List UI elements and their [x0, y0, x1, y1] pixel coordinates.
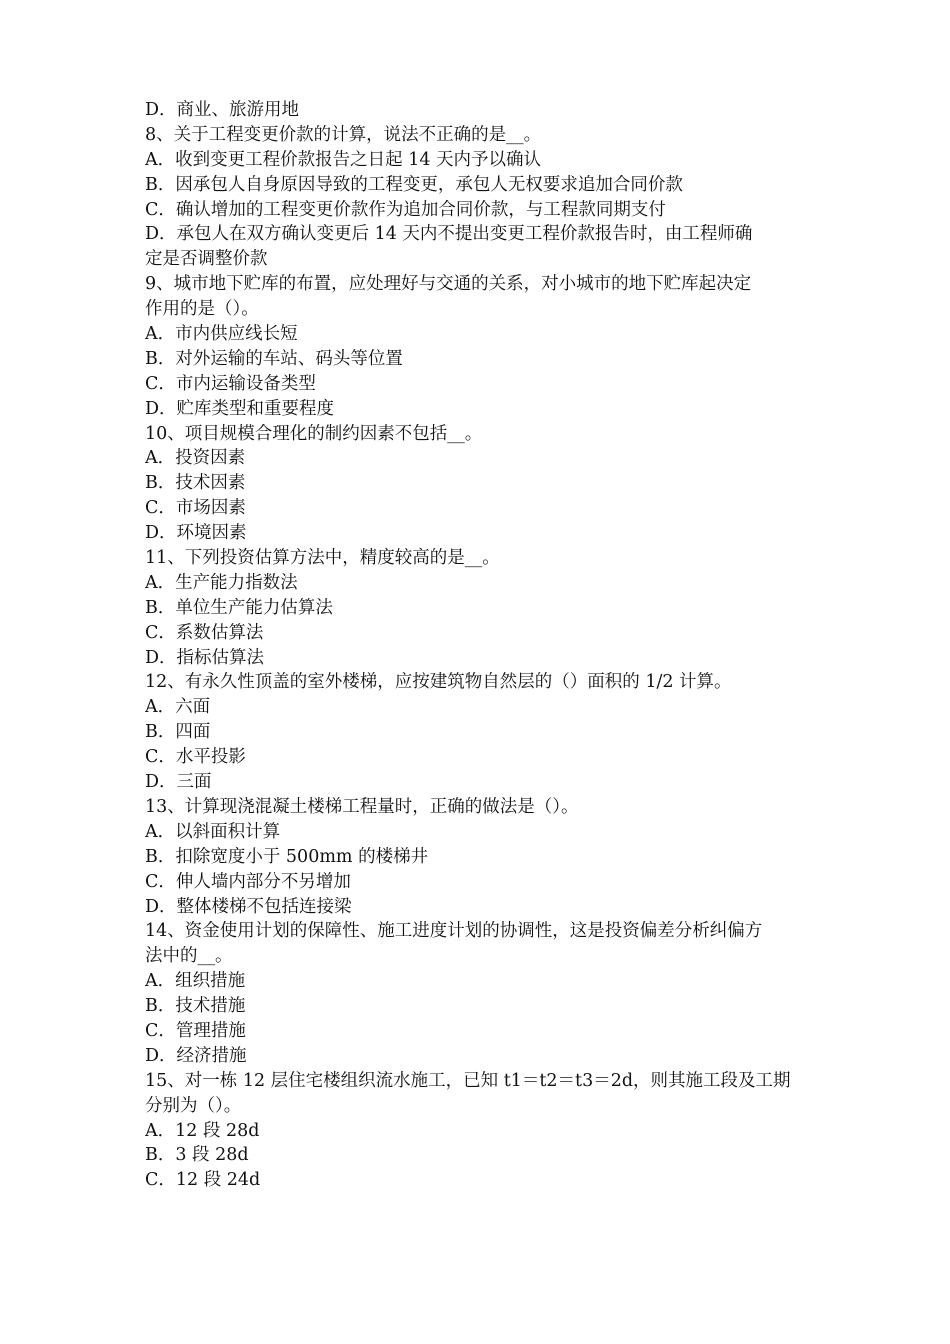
option-line: B．因承包人自身原因导致的工程变更，承包人无权要求追加合同价款: [145, 174, 683, 195]
option-line: C．确认增加的工程变更价款作为追加合同价款，与工程款同期支付: [145, 199, 666, 220]
option-line: A．收到变更工程价款报告之日起 14 天内予以确认: [145, 149, 542, 170]
option-line: A．市内供应线长短: [145, 324, 298, 345]
option-line: A．12 段 28d: [145, 1120, 260, 1141]
option-line: A．六面: [145, 697, 211, 718]
document-page: [145, 98, 815, 1193]
question-9: 9、城市地下贮库的布置，应处理好与交通的关系，对小城市的地下贮库起决定: [145, 274, 752, 295]
option-line: B．3 段 28d: [145, 1145, 249, 1166]
option-line: A．组织措施: [145, 971, 246, 992]
option-line: D．整体楼梯不包括连接梁: [145, 896, 352, 917]
option-line: C．管理措施: [145, 1020, 246, 1041]
option-line: C．伸人墙内部分不另增加: [145, 871, 351, 892]
option-line: A．投资因素: [145, 448, 246, 469]
text-line: D．商业、旅游用地: [145, 100, 300, 120]
option-line: C．市场因素: [145, 498, 246, 519]
option-line: B．技术因素: [145, 473, 246, 494]
option-line: C．市内运输设备类型: [145, 373, 316, 394]
option-line: B．扣除宽度小于 500mm 的楼梯井: [145, 846, 429, 867]
option-line: C．12 段 24d: [145, 1170, 261, 1191]
option-line: B．技术措施: [145, 996, 246, 1017]
question-15-continued: 分别为（）。: [145, 1095, 242, 1116]
option-line: D．环境因素: [145, 523, 247, 544]
question-15: 15、对一栋 12 层住宅楼组织流水施工，已知 t1＝t2＝t3＝2d，则其施工段及工期: [145, 1070, 791, 1091]
option-line: B．对外运输的车站、码头等位置: [145, 348, 403, 369]
option-line: D．三面: [145, 772, 212, 793]
question-8: 8、关于工程变更价款的计算，说法不正确的是__。: [145, 124, 542, 145]
option-line: D．贮库类型和重要程度: [145, 398, 335, 419]
option-line: C．系数估算法: [145, 622, 264, 643]
option-line: C．水平投影: [145, 747, 246, 768]
question-10: 10、项目规模合理化的制约因素不包括__。: [145, 423, 483, 444]
option-line: B．四面: [145, 722, 211, 743]
question-9-continued: 作用的是（）。: [145, 299, 259, 320]
option-line: A．以斜面积计算: [145, 821, 281, 842]
option-line: B．单位生产能力估算法: [145, 597, 333, 618]
option-line: D．指标估算法: [145, 647, 265, 668]
option-line: A．生产能力指数法: [145, 572, 298, 593]
question-14: 14、资金使用计划的保障性、施工进度计划的协调性，这是投资偏差分析纠偏方: [145, 921, 763, 942]
question-14-continued: 法中的__。: [145, 946, 233, 967]
question-13: 13、计算现浇混凝土楼梯工程量时，正确的做法是（）。: [145, 796, 579, 817]
question-12: 12、有永久性顶盖的室外楼梯，应按建筑物自然层的（）面积的 1/2 计算。: [145, 672, 732, 693]
option-line: D．经济措施: [145, 1045, 247, 1066]
question-11: 11、下列投资估算方法中，精度较高的是__。: [145, 548, 500, 569]
option-line-continued: 定是否调整价款: [145, 249, 268, 270]
option-line: D．承包人在双方确认变更后 14 天内不提出变更工程价款报告时，由工程师确: [145, 224, 753, 245]
